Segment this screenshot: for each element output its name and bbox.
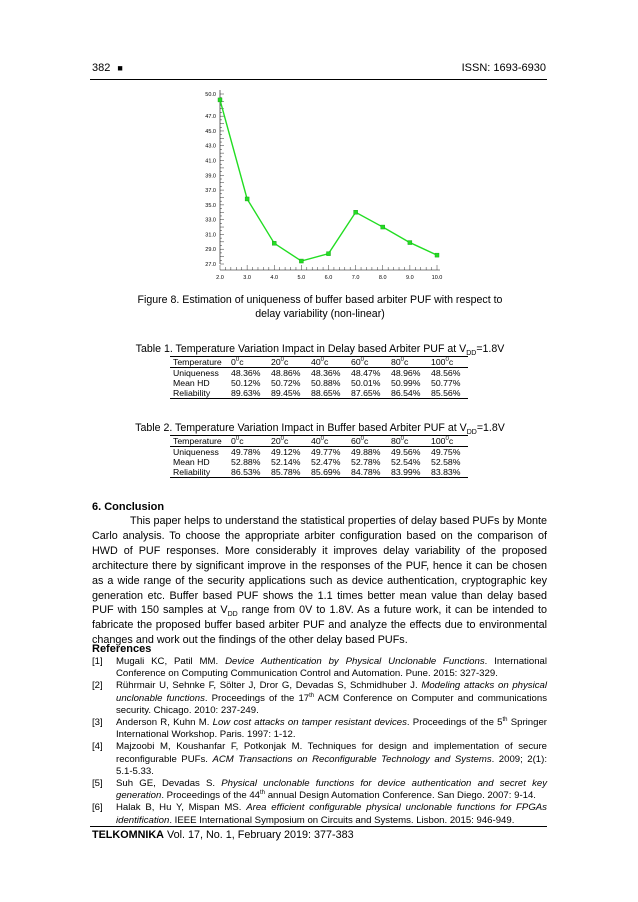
table-cell: 49.75% (431, 447, 461, 457)
temperature-value: 100 (431, 436, 446, 446)
reference-source-end: ACM Conference on Computer and communications security. Chicago. 2010: 237-249. (116, 692, 547, 716)
temperature-value: 0 (231, 436, 236, 446)
y-tick-label: 50.0 (205, 92, 216, 98)
reference-source-end: annual Design Automation Conference. San Diego. 2007: 9-14. (265, 790, 536, 802)
data-point (354, 210, 358, 214)
temperature-unit: c (364, 436, 369, 446)
reference-item (92, 741, 547, 778)
temperature-header-cell (268, 357, 308, 368)
reference-source: . 2009; 2(1): 5.1-5.33. (116, 753, 548, 777)
table1 (170, 356, 468, 399)
y-tick-label: 33.0 (205, 217, 216, 224)
row-label: Mean HD (173, 457, 210, 467)
figure-caption-line-1: Figure 8. Estimation of uniqueness of buffer based arbiter PUF with respect to (137, 294, 503, 306)
y-tick-label: 39.0 (205, 173, 216, 180)
temperature-header-cell (348, 436, 388, 447)
y-tick-label: 43.0 (205, 143, 216, 150)
table-cell: 48.47% (351, 368, 381, 378)
conclusion-heading: 6. Conclusion (92, 501, 165, 513)
reference-text (116, 717, 547, 741)
table-cell: 50.72% (271, 378, 301, 388)
table1-caption-voltage: =1.8V (476, 343, 505, 355)
data-point (272, 241, 276, 245)
x-tick-label: 5.0 (297, 275, 306, 281)
temperature-header-cell (388, 436, 428, 447)
reference-number: [4] (92, 741, 103, 753)
temperature-unit: c (448, 436, 454, 446)
reference-item (92, 802, 547, 826)
temperature-header-cell (268, 436, 308, 447)
table-cell: 89.45% (268, 388, 308, 399)
table-cell: 83.83% (428, 467, 468, 478)
x-tick-label: 7.0 (351, 275, 360, 281)
table-cell: 52.14% (271, 457, 301, 467)
references-list (92, 656, 547, 827)
y-tick-label: 27.0 (205, 262, 216, 268)
reference-text (116, 741, 547, 778)
reference-item (92, 680, 547, 717)
table-cell: 50.12% (231, 378, 261, 388)
table-cell: 49.12% (271, 447, 301, 457)
temperature-unit: c (239, 357, 244, 367)
table-cell: 48.36% (311, 368, 341, 378)
temperature-value: 100 (431, 357, 446, 367)
reference-title: Modeling attacks on physical unclonable functions (116, 680, 547, 704)
reference-ordinal: th (260, 790, 266, 797)
table-cell: 85.78% (268, 467, 308, 478)
table-row (170, 467, 468, 478)
degree-sup: 0 (320, 436, 325, 443)
table-cell: 83.99% (388, 467, 428, 478)
reference-title: Low cost attacks on tamper resistant devices (212, 717, 407, 729)
y-tick-label: 31.0 (205, 232, 216, 239)
temperature-header-cell (308, 436, 348, 447)
reference-source: . Proceedings of the 17 (204, 692, 310, 704)
temperature-value: 80 (391, 357, 401, 367)
table-header-row (170, 357, 468, 368)
table-cell: 52.58% (431, 457, 461, 467)
row-label: Mean HD (173, 378, 210, 388)
table-cell: 85.56% (428, 388, 468, 399)
reference-text (116, 802, 547, 826)
table-cell: 50.01% (351, 378, 381, 388)
table-row (170, 378, 468, 388)
row-label: Reliability (170, 467, 228, 478)
y-tick-label: 45.0 (205, 128, 216, 135)
table-cell: 88.65% (308, 388, 348, 399)
data-point (218, 98, 222, 102)
table-cell: 49.88% (351, 447, 381, 457)
footer-rule (90, 826, 547, 827)
header-cell: Temperature (170, 357, 228, 368)
temperature-unit: c (404, 357, 409, 367)
degree-sup: 0 (445, 436, 449, 443)
row-label: Uniqueness (173, 368, 219, 378)
conclusion-body (92, 514, 547, 648)
row-label: Reliability (170, 388, 228, 399)
data-point (245, 197, 249, 201)
reference-authors: Rührmair U, Sehnke F, Sölter J, Dror G, Devadas S, Schmidhuber J. (116, 680, 422, 692)
degree-sup: 0 (235, 357, 240, 364)
temperature-unit: c (324, 436, 329, 446)
reference-number: [2] (92, 680, 103, 692)
reference-authors: Halak B, Hu Y, Mispan MS. (116, 802, 247, 814)
temperature-header-cell (228, 436, 268, 447)
table-cell: 52.54% (391, 457, 421, 467)
table-cell: 85.69% (308, 467, 348, 478)
table1-caption (60, 343, 580, 358)
degree-sup: 0 (360, 357, 365, 364)
table-cell: 52.78% (351, 457, 381, 467)
reference-source: . Proceedings of the 5 (406, 717, 503, 729)
table-cell: 48.86% (271, 368, 301, 378)
figure-caption (100, 293, 540, 321)
x-tick-label: 4.0 (270, 275, 279, 281)
issn-label: ISSN: 1693-6930 (461, 62, 546, 74)
temperature-unit: c (404, 436, 409, 446)
data-point (299, 259, 303, 263)
temperature-unit: c (364, 357, 369, 367)
x-tick-label: 2.0 (216, 275, 224, 281)
y-tick-label: 29.0 (205, 247, 216, 254)
x-tick-label: 8.0 (378, 275, 387, 281)
conclusion-text-sub: DD (227, 611, 238, 619)
temperature-value: 80 (391, 436, 401, 446)
table-cell: 50.88% (311, 378, 341, 388)
reference-title: Area efficient configurable physical unclonable functions for FPGAs identification (116, 802, 547, 826)
y-tick-label: 47.0 (205, 114, 216, 121)
row-label: Uniqueness (173, 447, 219, 457)
table-cell: 89.63% (228, 388, 268, 399)
table-cell: 49.78% (231, 447, 261, 457)
degree-sup: 0 (280, 436, 285, 443)
page-footer (92, 829, 354, 841)
table-cell: 48.96% (391, 368, 421, 378)
data-point (381, 225, 385, 229)
header-marker-icon: ■ (117, 63, 123, 73)
reference-source: . Proceedings of the 44 (161, 790, 261, 802)
table1-caption-sub: DD (466, 350, 477, 358)
temperature-value: 40 (311, 436, 321, 446)
table-cell: 86.53% (228, 467, 268, 478)
reference-text (116, 656, 547, 680)
references-heading: References (92, 643, 152, 655)
x-tick-label: 3.0 (243, 275, 251, 281)
table-cell: 48.36% (231, 368, 261, 378)
table-row (170, 457, 468, 467)
x-tick-label: 9.0 (406, 275, 414, 281)
reference-ordinal: th (309, 692, 315, 699)
table-row (170, 368, 468, 379)
reference-item (92, 778, 547, 802)
series-line (220, 100, 437, 261)
table-cell: 52.88% (231, 457, 261, 467)
temperature-unit: c (448, 357, 454, 367)
conclusion-text-1: This paper helps to understand the statistical properties of delay based PUFs by Monte Carlo analysis. To choose the appropriate arbiter configuration based on the comparison of HWD of PUF responses. More considerably it improves delay variability of the proposed architecture there by significant improve in the responses of the PUF, hence it can be chosen as a wide range of the security applications such as device authentication, cryptographic key generation etc. Buffer based PUF shows the 1.1 times better mean value than delay based PUF with 150 samples at V (92, 515, 547, 617)
reference-authors: Anderson R, Kuhn M. (116, 717, 213, 729)
temperature-unit: c (284, 357, 289, 367)
table2-caption-voltage: =1.8V (476, 422, 505, 434)
y-tick-label: 41.0 (205, 158, 216, 165)
degree-sup: 0 (360, 436, 365, 443)
header-cell: Temperature (170, 436, 228, 447)
temperature-value: 0 (231, 357, 236, 367)
table2-caption-sub: DD (466, 429, 477, 437)
reference-number: [5] (92, 778, 103, 790)
table-row (170, 388, 468, 399)
degree-sup: 0 (280, 357, 285, 364)
table1-caption-text: Table 1. Temperature Variation Impact in Delay based Arbiter PUF at V (135, 343, 467, 355)
page-number: 382 (92, 62, 111, 74)
table-cell: 50.77% (431, 378, 461, 388)
table-cell: 48.56% (431, 368, 461, 378)
degree-sup: 0 (235, 436, 240, 443)
temperature-value: 20 (271, 436, 281, 446)
reference-source: . IEEE International Symposium on Circuits and Systems. Lisbon. 2015: 946-949. (169, 814, 515, 826)
figure-caption-line-2: delay variability (non-linear) (255, 308, 385, 320)
degree-sup: 0 (400, 436, 405, 443)
degree-sup: 0 (400, 357, 405, 364)
reference-number: [6] (92, 802, 103, 814)
data-point (435, 253, 439, 257)
table-cell: 87.65% (348, 388, 388, 399)
x-tick-label: 10.0 (431, 275, 443, 281)
header-rule (90, 79, 547, 80)
table-row (170, 447, 468, 458)
table-cell: 49.77% (311, 447, 341, 457)
temperature-header-cell (428, 436, 468, 447)
reference-title: Physical unclonable functions for device authentication and secret key generation (116, 778, 547, 802)
page-header-left (92, 62, 123, 74)
temperature-value: 20 (271, 357, 281, 367)
reference-text (116, 778, 547, 802)
journal-info: Vol. 17, No. 1, February 2019: 377-383 (163, 829, 354, 841)
temperature-value: 60 (351, 436, 361, 446)
table-cell: 49.56% (391, 447, 421, 457)
temperature-header-cell (228, 357, 268, 368)
table-header-row (170, 436, 468, 447)
temperature-unit: c (284, 436, 289, 446)
reference-authors: Mugali KC, Patil MM. (116, 656, 226, 667)
temperature-value: 60 (351, 357, 361, 367)
table2 (170, 435, 468, 478)
reference-text (116, 680, 547, 717)
table-cell: 86.54% (388, 388, 428, 399)
table2-caption (60, 422, 580, 437)
reference-item (92, 656, 547, 680)
temperature-header-cell (428, 357, 468, 368)
table-cell: 84.78% (348, 467, 388, 478)
temperature-value: 40 (311, 357, 321, 367)
data-point (327, 252, 331, 256)
reference-title: Device Authentication by Physical Unclonable Functions (225, 656, 485, 667)
temperature-unit: c (239, 436, 244, 446)
data-point (408, 241, 412, 245)
reference-number: [3] (92, 717, 103, 729)
journal-name: TELKOMNIKA (92, 829, 164, 841)
temperature-header-cell (308, 357, 348, 368)
reference-title: ACM Transactions on Reconfigurable Technology and Systems (212, 753, 492, 765)
x-tick-label: 6.0 (324, 275, 333, 281)
reference-source-end: Springer International Workshop. Paris. 1997: 1-12. (116, 717, 547, 741)
table2-caption-text: Table 2. Temperature Variation Impact in Buffer based Arbiter PUF at V (135, 422, 467, 434)
uniqueness-line-chart (192, 84, 454, 284)
conclusion-text-2: range from 0V to 1.8V. As a future work, it can be intended to fabricate the proposed buffer based arbiter PUF and analyze the effects due to environmental changes and work out the findings of the other delay based PUFs. (92, 604, 547, 647)
temperature-header-cell (348, 357, 388, 368)
reference-number: [1] (92, 656, 103, 667)
reference-authors: Majzoobi M, Koushanfar F, Potkonjak M. Techniques for design and implementation of secure reconfigurable PUFs. (116, 741, 547, 765)
degree-sup: 0 (320, 357, 325, 364)
y-tick-label: 35.0 (205, 202, 216, 209)
reference-item (92, 717, 547, 741)
temperature-unit: c (324, 357, 329, 367)
reference-authors: Suh GE, Devadas S. (116, 778, 222, 790)
temperature-header-cell (388, 357, 428, 368)
degree-sup: 0 (445, 357, 449, 364)
reference-source: . International Conference on Computing Communication Control and Automation. Pune. 2015: 327-329. (116, 656, 547, 680)
table-cell: 50.99% (391, 378, 421, 388)
y-tick-label: 37.0 (205, 188, 216, 195)
table-cell: 52.47% (311, 457, 341, 467)
reference-ordinal: th (502, 716, 508, 723)
